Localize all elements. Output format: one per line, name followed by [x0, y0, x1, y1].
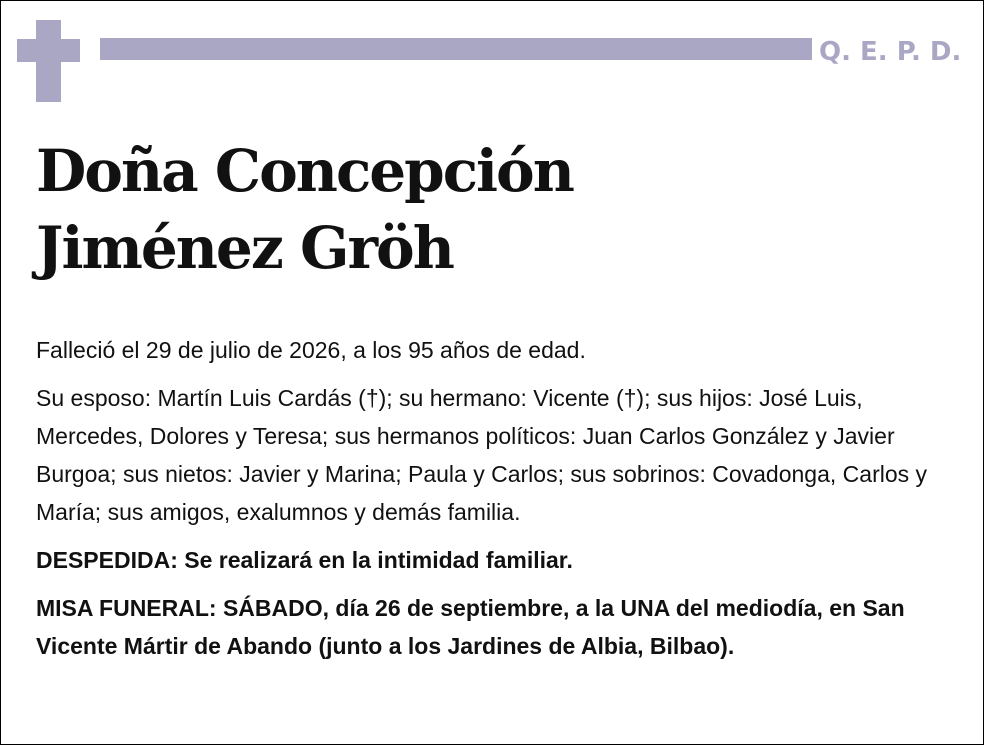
qepd-label: Q. E. P. D. [819, 37, 962, 67]
deceased-name-line1: Doña Concepción [36, 137, 573, 205]
death-notice: Falleció el 29 de julio de 2026, a los 95 años de edad. [36, 337, 586, 363]
family-list: Su esposo: Martín Luis Cardás (†); su hermano: Vicente (†); sus hijos: José Luis, Mercedes, Dolores y Teresa; sus hermanos políticos: Juan Carlos González y Javier Burgoa; sus nietos: Javier y Marina; Paula y Carlos; sus sobrinos: Covadonga, Carlos y María; sus amigos, exalumnos y demás familia. [36, 385, 928, 525]
obituary-body [36, 331, 956, 675]
funeral-mass-notice: MISA FUNERAL: SÁBADO, día 26 de septiembre, a la UNA del mediodía, en San Vicente Mártir de Abando (junto a los Jardines de Albia, Bilbao). [36, 595, 905, 659]
deceased-name [36, 133, 573, 287]
header-rule [100, 38, 812, 60]
deceased-name-line2: Jiménez Gröh [36, 214, 453, 282]
cross-icon-arm [17, 39, 80, 62]
farewell-notice: DESPEDIDA: Se realizará en la intimidad familiar. [36, 547, 573, 573]
